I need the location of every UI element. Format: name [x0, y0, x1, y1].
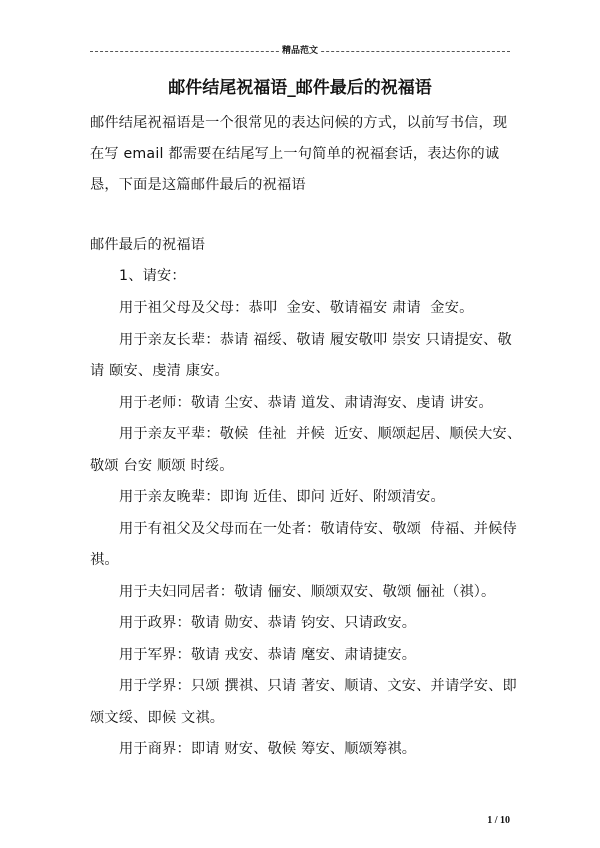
body-line: 请 颐安、虔清 康安。 [90, 363, 229, 379]
page-number: 1 / 10 [487, 815, 510, 826]
header-label: 精品范文 [279, 44, 321, 58]
body-line: 敬颂 台安 顺颂 时绥。 [90, 458, 234, 474]
body-line: 颂文绥、即候 文祺。 [90, 710, 225, 726]
subheading: 1、请安： [119, 268, 186, 284]
document-title: 邮件结尾祝福语_邮件最后的祝福语 [168, 78, 432, 98]
body-line: 用于亲友长辈：恭请 福绥、敬请 履安敬叩 崇安 只请提安、敬 [119, 332, 512, 348]
body-line: 用于商界：即请 财安、敬候 筹安、顺颂筹祺。 [119, 741, 417, 757]
section-heading: 邮件最后的祝福语 [90, 237, 206, 253]
body-line: 祺。 [90, 552, 119, 568]
body-line: 用于亲友晚辈：即询 近佳、即问 近好、附颂清安。 [119, 489, 445, 505]
body-line: 用于军界：敬请 戎安、恭请 麾安、肃请捷安。 [119, 647, 417, 663]
body-line: 用于夫妇同居者：敬请 俪安、顺颂双安、敬颂 俪祉（祺）。 [119, 584, 496, 600]
body-line: 用于有祖父及父母而在一处者：敬请侍安、敬颂 侍福、并候侍 [119, 521, 517, 537]
intro-line: 邮件结尾祝福语是一个很常见的表达问候的方式，以前写书信，现 [90, 115, 508, 131]
page-header [90, 44, 510, 58]
intro-line: 在写 email 都需要在结尾写上一句简单的祝福套话，表达你的诚 [90, 146, 500, 162]
body-line: 用于政界：敬请 勋安、恭请 钧安、只请政安。 [119, 615, 417, 631]
body-line: 用于学界：只颂 撰祺、只请 著安、顺请、文安、并请学安、即 [119, 678, 517, 694]
body-line: 用于亲友平辈：敬候 佳祉 并候 近安、顺颂起居、顺侯大安、 [119, 426, 522, 442]
body-line: 用于祖父母及父母：恭叩 金安、敬请福安 肃请 金安。 [119, 300, 474, 316]
intro-line: 恳，下面是这篇邮件最后的祝福语 [90, 177, 306, 193]
body-line: 用于老师：敬请 尘安、恭请 道发、肃请海安、虔请 讲安。 [119, 395, 493, 411]
